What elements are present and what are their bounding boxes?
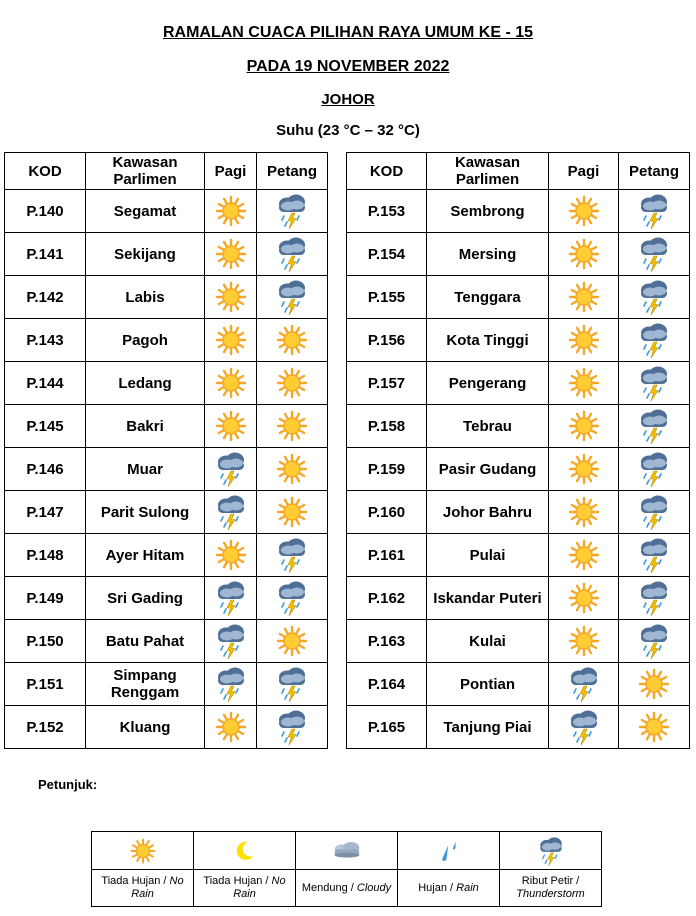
table-row: [5, 405, 328, 448]
legend-label-english: No Rain: [131, 875, 184, 900]
petang-cell: [257, 577, 328, 620]
table-row: [5, 448, 328, 491]
sun-icon: [275, 366, 309, 400]
table-row: [5, 534, 328, 577]
table-row: [5, 233, 328, 276]
thunderstorm-icon: [275, 665, 309, 703]
sun-icon: [214, 366, 248, 400]
legend-label: [92, 870, 194, 907]
thunderstorm-icon: [637, 192, 671, 230]
petang-cell: [257, 190, 328, 233]
pagi-cell: [549, 448, 619, 491]
pagi-cell: [549, 706, 619, 749]
kawasan-cell: Kulai: [427, 620, 549, 663]
petang-cell: [619, 577, 690, 620]
kawasan-cell: Segamat: [86, 190, 205, 233]
legend-label-malay: Tiada Hujan /: [203, 875, 269, 887]
legend-icon-cell: [194, 832, 296, 870]
thunderstorm-icon: [214, 665, 248, 703]
petang-cell: [257, 276, 328, 319]
pagi-cell: [549, 620, 619, 663]
sun-icon: [214, 538, 248, 572]
thunderstorm-icon: [275, 708, 309, 746]
legend-label-english: Cloudy: [356, 881, 392, 894]
kod-cell: P.147: [5, 491, 86, 534]
header-pagi: Pagi: [549, 153, 619, 190]
table-row: [347, 319, 690, 362]
legend-icon-cell: [92, 832, 194, 870]
kod-cell: P.141: [5, 233, 86, 276]
sun-icon: [214, 194, 248, 228]
sun-icon: [214, 280, 248, 314]
kawasan-cell: Bakri: [86, 405, 205, 448]
pagi-cell: [205, 620, 257, 663]
petang-cell: [619, 448, 690, 491]
kawasan-cell: Sri Gading: [86, 577, 205, 620]
kawasan-cell: Batu Pahat: [86, 620, 205, 663]
forecast-table-left: [4, 152, 328, 749]
kawasan-cell: Simpang Renggam: [86, 663, 205, 706]
kod-cell: P.165: [347, 706, 427, 749]
kod-cell: P.148: [5, 534, 86, 577]
kawasan-cell: Pasir Gudang: [427, 448, 549, 491]
kawasan-cell: Parit Sulong: [86, 491, 205, 534]
sun-icon: [567, 452, 601, 486]
report-title: RAMALAN CUACA PILIHAN RAYA UMUM KE - 15: [162, 24, 534, 41]
petang-cell: [257, 405, 328, 448]
pagi-cell: [549, 190, 619, 233]
kawasan-cell: Pulai: [427, 534, 549, 577]
legend-label: [296, 870, 398, 907]
pagi-cell: [205, 491, 257, 534]
kod-cell: P.142: [5, 276, 86, 319]
thunderstorm-icon: [637, 450, 671, 488]
petang-cell: [257, 491, 328, 534]
sun-icon: [275, 409, 309, 443]
kod-cell: P.145: [5, 405, 86, 448]
sun-icon: [275, 323, 309, 357]
thunderstorm-icon: [275, 278, 309, 316]
thunderstorm-icon: [637, 579, 671, 617]
table-row: [5, 362, 328, 405]
petang-cell: [619, 405, 690, 448]
sun-icon: [637, 710, 671, 744]
table-row: [347, 362, 690, 405]
sun-icon: [567, 409, 601, 443]
kod-cell: P.155: [347, 276, 427, 319]
petang-cell: [619, 663, 690, 706]
kawasan-cell: Sembrong: [427, 190, 549, 233]
kawasan-cell: Labis: [86, 276, 205, 319]
petang-cell: [619, 706, 690, 749]
state-name: JOHOR: [321, 91, 375, 108]
kawasan-cell: Tenggara: [427, 276, 549, 319]
table-row: [5, 276, 328, 319]
header-petang: Petang: [619, 153, 690, 190]
table-row: [5, 577, 328, 620]
header-kawasan: Kawasan Parlimen: [86, 153, 205, 190]
thunderstorm-icon: [214, 622, 248, 660]
thunderstorm-icon: [275, 536, 309, 574]
pagi-cell: [205, 319, 257, 362]
header-petang: Petang: [257, 153, 328, 190]
pagi-cell: [549, 362, 619, 405]
petang-cell: [619, 233, 690, 276]
kawasan-cell: Ayer Hitam: [86, 534, 205, 577]
thunderstorm-icon: [567, 665, 601, 703]
legend-label-english: No Rain: [233, 875, 286, 900]
petang-cell: [619, 491, 690, 534]
pagi-cell: [205, 663, 257, 706]
sun-icon: [275, 495, 309, 529]
sun-icon: [567, 237, 601, 271]
report-date: PADA 19 NOVEMBER 2022: [246, 58, 450, 75]
kawasan-cell: Kluang: [86, 706, 205, 749]
petang-cell: [257, 706, 328, 749]
table-row: [347, 706, 690, 749]
petang-cell: [257, 663, 328, 706]
table-row: [347, 276, 690, 319]
legend-label-english: Rain: [456, 881, 479, 894]
legend-label-english: Thunderstorm: [516, 888, 585, 900]
legend-title: Petunjuk:: [38, 777, 98, 792]
petang-cell: [257, 233, 328, 276]
kod-cell: P.153: [347, 190, 427, 233]
pagi-cell: [549, 276, 619, 319]
kod-cell: P.163: [347, 620, 427, 663]
petang-cell: [257, 534, 328, 577]
thunderstorm-icon: [275, 235, 309, 273]
table-row: [347, 448, 690, 491]
legend-label: [194, 870, 296, 907]
header-kod: KOD: [347, 153, 427, 190]
kod-cell: P.146: [5, 448, 86, 491]
pagi-cell: [549, 663, 619, 706]
pagi-cell: [205, 362, 257, 405]
legend-label: [398, 870, 500, 907]
legend-icon-cell: [296, 832, 398, 870]
petang-cell: [257, 319, 328, 362]
petang-cell: [619, 362, 690, 405]
thunderstorm-icon: [637, 622, 671, 660]
thunderstorm-icon: [637, 364, 671, 402]
kawasan-cell: Pengerang: [427, 362, 549, 405]
kod-cell: P.149: [5, 577, 86, 620]
kod-cell: P.159: [347, 448, 427, 491]
table-row: [347, 577, 690, 620]
legend-icon-cell: [398, 832, 500, 870]
pagi-cell: [205, 534, 257, 577]
header-kod: KOD: [5, 153, 86, 190]
sun-icon: [567, 280, 601, 314]
pagi-cell: [205, 577, 257, 620]
kawasan-cell: Muar: [86, 448, 205, 491]
sun-icon: [567, 624, 601, 658]
kod-cell: P.143: [5, 319, 86, 362]
thunderstorm-icon: [537, 835, 565, 867]
thunderstorm-icon: [637, 235, 671, 273]
pagi-cell: [205, 706, 257, 749]
thunderstorm-icon: [637, 493, 671, 531]
thunderstorm-icon: [567, 708, 601, 746]
thunderstorm-icon: [275, 579, 309, 617]
thunderstorm-icon: [637, 407, 671, 445]
thunderstorm-icon: [214, 579, 248, 617]
kawasan-cell: Kota Tinggi: [427, 319, 549, 362]
table-row: [347, 534, 690, 577]
pagi-cell: [549, 534, 619, 577]
sun-icon: [567, 581, 601, 615]
header-kawasan: Kawasan Parlimen: [427, 153, 549, 190]
sun-icon: [275, 624, 309, 658]
kawasan-cell: Tanjung Piai: [427, 706, 549, 749]
kawasan-cell: Iskandar Puteri: [427, 577, 549, 620]
thunderstorm-icon: [637, 278, 671, 316]
petang-cell: [257, 362, 328, 405]
table-row: [347, 620, 690, 663]
sun-icon: [275, 452, 309, 486]
petang-cell: [619, 190, 690, 233]
table-row: [5, 663, 328, 706]
sun-icon: [214, 409, 248, 443]
legend-icon-cell: [500, 832, 602, 870]
pagi-cell: [549, 233, 619, 276]
legend-label-malay: Mendung /: [301, 881, 354, 894]
table-row: [5, 491, 328, 534]
table-row: [347, 663, 690, 706]
sun-icon: [214, 237, 248, 271]
kawasan-cell: Ledang: [86, 362, 205, 405]
pagi-cell: [549, 405, 619, 448]
kod-cell: P.154: [347, 233, 427, 276]
pagi-cell: [549, 577, 619, 620]
kawasan-cell: Sekijang: [86, 233, 205, 276]
table-row: [5, 190, 328, 233]
kod-cell: P.144: [5, 362, 86, 405]
petang-cell: [619, 276, 690, 319]
pagi-cell: [205, 233, 257, 276]
sun-icon: [214, 710, 248, 744]
sun-icon: [567, 495, 601, 529]
sun-icon: [637, 667, 671, 701]
kawasan-cell: Mersing: [427, 233, 549, 276]
kod-cell: P.158: [347, 405, 427, 448]
petang-cell: [619, 319, 690, 362]
kod-cell: P.162: [347, 577, 427, 620]
kod-cell: P.152: [5, 706, 86, 749]
table-row: [347, 491, 690, 534]
pagi-cell: [205, 405, 257, 448]
moon-icon: [231, 837, 259, 865]
thunderstorm-icon: [637, 536, 671, 574]
thunderstorm-icon: [214, 450, 248, 488]
thunderstorm-icon: [214, 493, 248, 531]
table-row: [5, 620, 328, 663]
kod-cell: P.150: [5, 620, 86, 663]
petang-cell: [257, 620, 328, 663]
pagi-cell: [549, 319, 619, 362]
sun-icon: [567, 323, 601, 357]
rain-icon: [435, 837, 463, 865]
legend-table: [91, 831, 602, 907]
pagi-cell: [549, 491, 619, 534]
sun-icon: [214, 323, 248, 357]
table-row: [347, 233, 690, 276]
thunderstorm-icon: [275, 192, 309, 230]
temperature-range: Suhu (23 °C – 32 °C): [276, 122, 420, 139]
thunderstorm-icon: [637, 321, 671, 359]
kod-cell: P.140: [5, 190, 86, 233]
kod-cell: P.151: [5, 663, 86, 706]
petang-cell: [619, 534, 690, 577]
table-row: [347, 405, 690, 448]
kod-cell: P.157: [347, 362, 427, 405]
table-row: [347, 190, 690, 233]
cloudy-icon: [330, 837, 364, 865]
petang-cell: [619, 620, 690, 663]
sun-icon: [567, 538, 601, 572]
header-pagi: Pagi: [205, 153, 257, 190]
legend-label: [500, 870, 602, 907]
pagi-cell: [205, 190, 257, 233]
pagi-cell: [205, 276, 257, 319]
sun-icon: [567, 194, 601, 228]
legend-label-malay: Tiada Hujan /: [101, 875, 167, 887]
table-row: [5, 319, 328, 362]
kawasan-cell: Tebrau: [427, 405, 549, 448]
kod-cell: P.160: [347, 491, 427, 534]
kod-cell: P.156: [347, 319, 427, 362]
table-row: [5, 706, 328, 749]
kod-cell: P.161: [347, 534, 427, 577]
kawasan-cell: Johor Bahru: [427, 491, 549, 534]
sun-icon: [129, 837, 157, 865]
petang-cell: [257, 448, 328, 491]
forecast-table-right: [346, 152, 690, 749]
legend-label-malay: Ribut Petir /: [521, 875, 580, 887]
kawasan-cell: Pontian: [427, 663, 549, 706]
kawasan-cell: Pagoh: [86, 319, 205, 362]
pagi-cell: [205, 448, 257, 491]
legend-label-malay: Hujan /: [418, 881, 454, 894]
sun-icon: [567, 366, 601, 400]
kod-cell: P.164: [347, 663, 427, 706]
